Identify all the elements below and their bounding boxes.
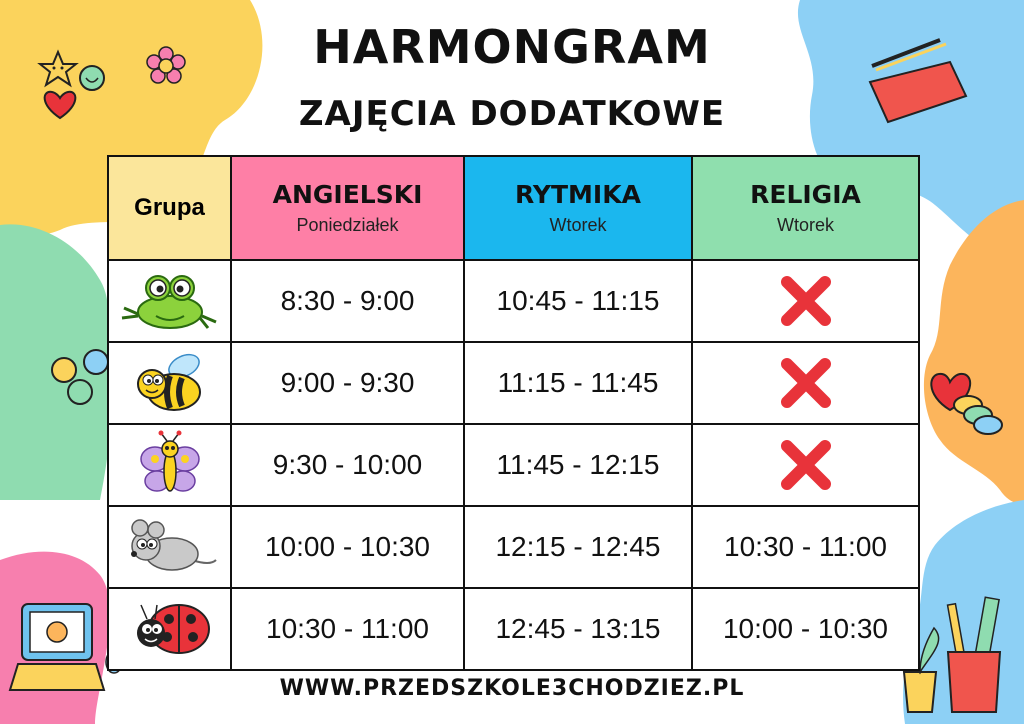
cross-icon xyxy=(779,274,833,328)
table-row xyxy=(108,342,919,424)
column-header-religia xyxy=(692,156,919,260)
website-url: WWW.PRZEDSZKOLE3CHODZIEZ.PL xyxy=(279,676,745,701)
time-cell: 10:30 - 11:00 xyxy=(231,588,464,670)
table-row xyxy=(108,424,919,506)
time-cell: 10:30 - 11:00 xyxy=(692,506,919,588)
column-header-angielski xyxy=(231,156,464,260)
subject-label: RYTMIKA xyxy=(515,180,641,209)
time-cell: 10:00 - 10:30 xyxy=(692,588,919,670)
group-cell xyxy=(108,342,231,424)
table-row xyxy=(108,506,919,588)
ladybug-icon xyxy=(125,595,215,663)
day-label: Wtorek xyxy=(776,215,834,235)
column-header-rytmika xyxy=(464,156,692,260)
day-label: Wtorek xyxy=(549,215,607,235)
time-cell: 10:00 - 10:30 xyxy=(231,506,464,588)
mouse-icon xyxy=(120,516,220,578)
time-cell: 12:15 - 12:45 xyxy=(464,506,692,588)
cross-icon xyxy=(779,356,833,410)
time-cell: 12:45 - 13:15 xyxy=(464,588,692,670)
page-subtitle: ZAJĘCIA DODATKOWE xyxy=(298,94,726,134)
table-row xyxy=(108,588,919,670)
time-cell: 11:45 - 12:15 xyxy=(464,424,692,506)
page-title: HARMONGRAM xyxy=(313,20,711,74)
time-cell: 11:15 - 11:45 xyxy=(464,342,692,424)
subject-label: ANGIELSKI xyxy=(272,180,423,209)
header-row xyxy=(108,156,919,260)
bee-icon xyxy=(128,348,212,418)
day-label: Poniedziałek xyxy=(296,215,399,235)
group-column-header: Grupa xyxy=(108,156,231,260)
subject-label: RELIGIA xyxy=(750,180,861,209)
empty-cell xyxy=(692,260,919,342)
time-cell: 9:00 - 9:30 xyxy=(231,342,464,424)
group-cell xyxy=(108,588,231,670)
butterfly-icon xyxy=(135,429,205,501)
empty-cell xyxy=(692,342,919,424)
frog-icon xyxy=(118,266,222,336)
time-cell: 10:45 - 11:15 xyxy=(464,260,692,342)
schedule-table xyxy=(107,155,920,671)
group-cell xyxy=(108,506,231,588)
cross-icon xyxy=(779,438,833,492)
time-cell: 8:30 - 9:00 xyxy=(231,260,464,342)
table-row xyxy=(108,260,919,342)
empty-cell xyxy=(692,424,919,506)
orange-blob-right xyxy=(924,200,1024,505)
time-cell: 9:30 - 10:00 xyxy=(231,424,464,506)
group-cell xyxy=(108,260,231,342)
group-cell xyxy=(108,424,231,506)
